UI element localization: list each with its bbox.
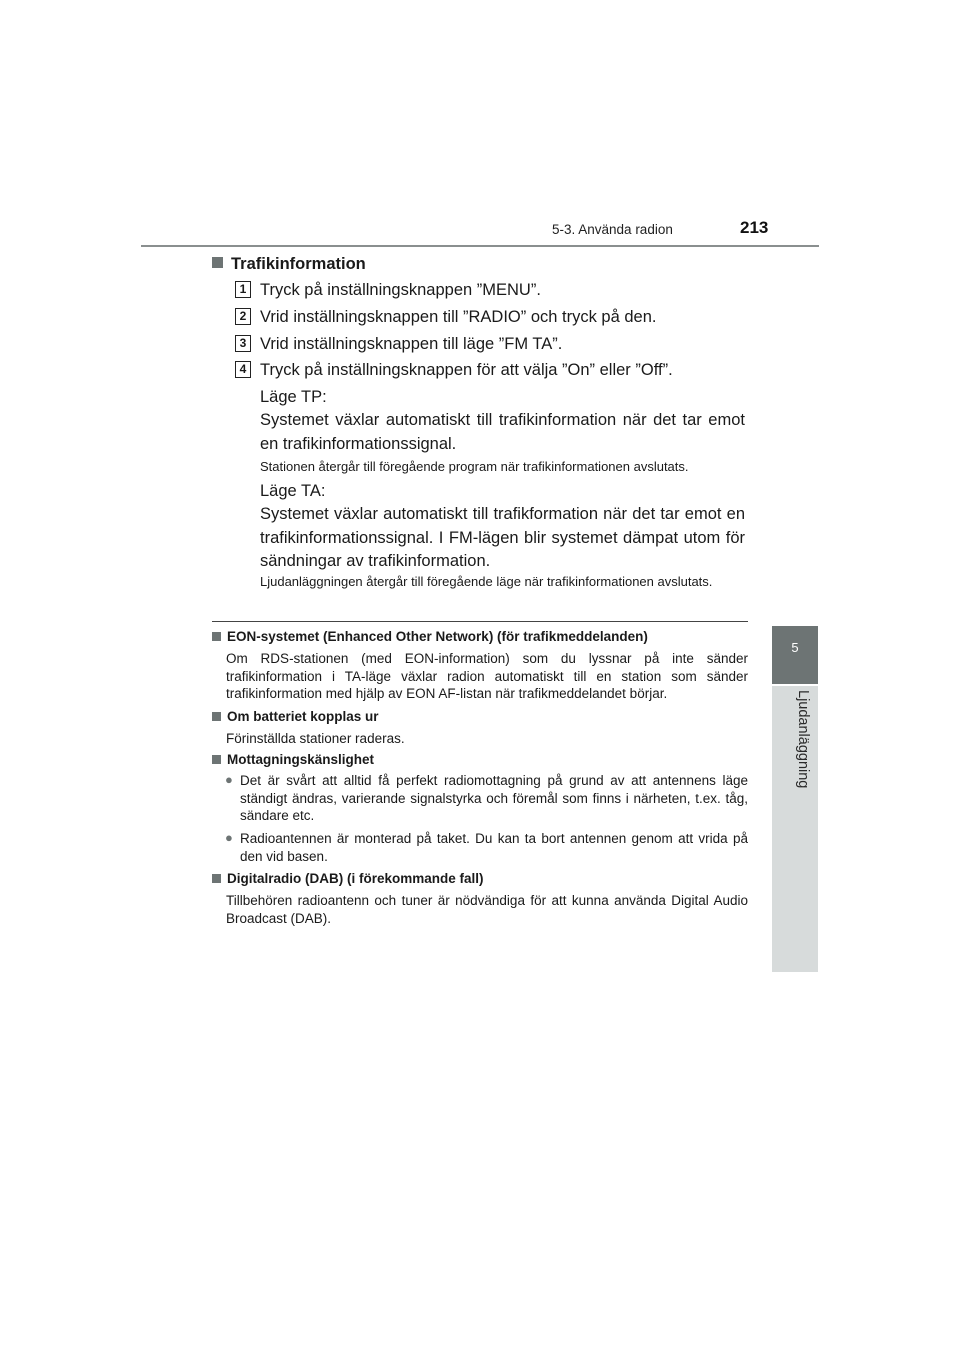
note-heading-text: Mottagningskänslighet (227, 752, 375, 767)
tp-mode-description: Systemet växlar automatiskt till trafikinformation när det tar emot en trafikinformationssignal. (260, 411, 745, 453)
section-divider (212, 621, 748, 622)
note-body-dab: Tillbehören radioantenn och tuner är nödvändiga för att kunna använda Digital Audio Broadcast (DAB). (226, 893, 748, 926)
ta-mode-label: Läge TA: (260, 482, 326, 500)
header-divider (141, 245, 819, 247)
note-heading-text: Digitalradio (DAB) (i förekommande fall) (227, 871, 484, 886)
section-title-text: Trafikinformation (231, 255, 366, 273)
square-bullet-icon (212, 257, 223, 268)
note-bullet-text: Radioantennen är monterad på taket. Du kan ta bort antennen genom att vrida på den vid basen. (240, 831, 748, 864)
step-text: Tryck på inställningsknappen ”MENU”. (260, 281, 541, 299)
note-heading-battery (212, 709, 379, 724)
chapter-tab (772, 626, 818, 684)
square-bullet-icon (212, 632, 221, 641)
note-body-battery: Förinställda stationer raderas. (226, 731, 405, 746)
page-number: 213 (740, 218, 769, 237)
note-heading-sensitivity (212, 752, 374, 767)
square-bullet-icon (212, 712, 221, 721)
chapter-label: Ljudanläggning (795, 690, 811, 789)
step-text: Vrid inställningsknappen till ”RADIO” och tryck på den. (260, 308, 657, 326)
note-heading-text: EON-systemet (Enhanced Other Network) (för trafikmeddelanden) (227, 629, 648, 644)
tp-mode-note: Stationen återgår till föregående program när trafikinformationen avslutats. (260, 459, 689, 474)
round-bullet-icon: ● (225, 830, 233, 845)
step-number-badge: 1 (235, 281, 251, 298)
round-bullet-icon: ● (225, 772, 233, 787)
tp-mode-label: Läge TP: (260, 388, 327, 406)
ta-mode-description: Systemet växlar automatiskt till trafikformation när det tar emot en trafikinformationssignal. I FM-lägen blir systemet dämpat utom för sändningar av trafikinformation. (260, 505, 745, 570)
section-header: 5-3. Använda radion (552, 222, 673, 237)
note-heading-dab (212, 871, 484, 886)
note-heading-text: Om batteriet kopplas ur (227, 709, 379, 724)
note-bullet-text: Det är svårt att alltid få perfekt radiomottagning på grund av att antennens läge ständigt ändras, varierande signalstyrka och föremål som finns i närheten, t.ex. tåg, sändare etc. (240, 773, 748, 823)
step-number-badge: 2 (235, 308, 251, 325)
note-body-eon: Om RDS-stationen (med EON-information) som du lyssnar på inte sänder trafikinformation i TA-läge växlar radion automatiskt till en station som sänder trafikinformation med hjälp av EON AF-listan när trafikmeddelandet börjar. (226, 651, 748, 701)
step-text: Tryck på inställningsknappen för att välja ”On” eller ”Off”. (260, 361, 673, 379)
square-bullet-icon (212, 874, 221, 883)
note-heading-eon (212, 629, 648, 644)
step-number-badge: 3 (235, 335, 251, 352)
chapter-number: 5 (791, 640, 799, 655)
section-title (212, 255, 366, 274)
step-number-badge: 4 (235, 361, 251, 378)
ta-mode-note: Ljudanläggningen återgår till föregående läge när trafikinformationen avslutats. (260, 574, 713, 589)
square-bullet-icon (212, 755, 221, 764)
step-text: Vrid inställningsknappen till läge ”FM TA”. (260, 335, 563, 353)
